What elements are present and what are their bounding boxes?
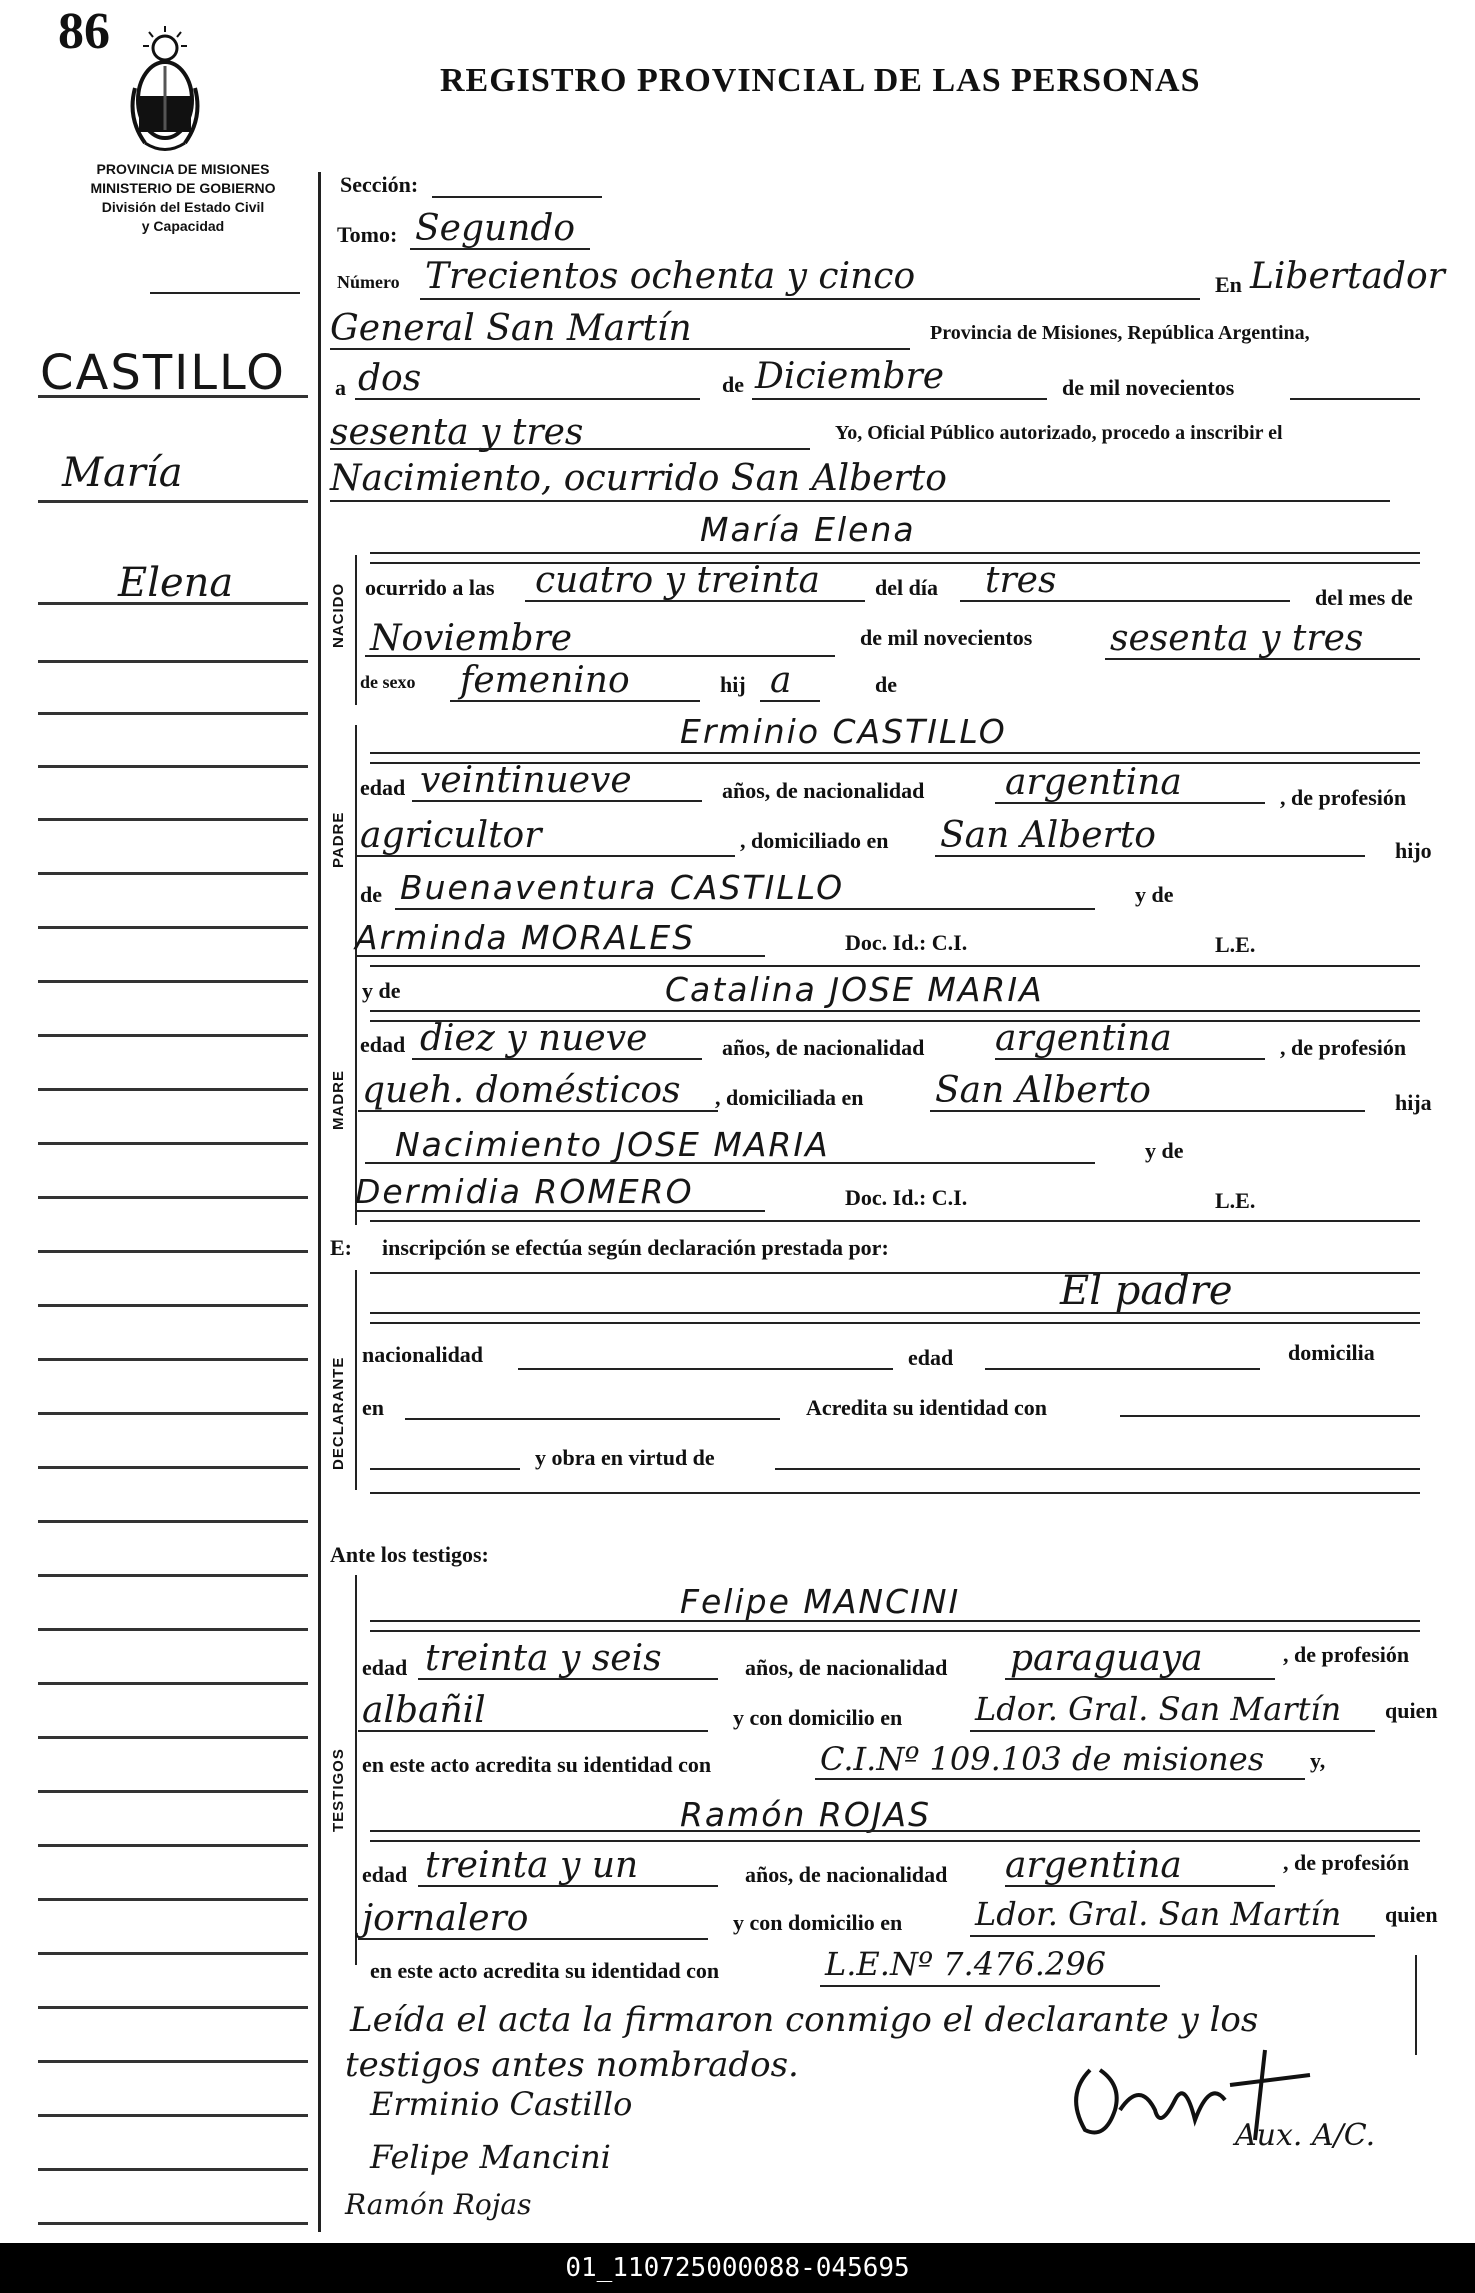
org-line-4: y Capacidad — [141, 218, 225, 234]
label-t2-profesion: , de profesión — [1283, 1850, 1410, 1875]
label-provincia: Provincia de Misiones, República Argentina, — [930, 322, 1310, 344]
label-hij: hij — [720, 672, 746, 697]
value-mes-inscripcion: Diciembre — [755, 356, 945, 397]
side-label-padre: PADRE — [330, 811, 347, 868]
value-lugar: General San Martín — [330, 308, 692, 349]
value-madre-profesion: queh. domésticos — [362, 1070, 681, 1111]
label-padre-de: de — [360, 882, 382, 907]
value-dia: tres — [985, 560, 1057, 601]
label-seccion: Sección: — [340, 172, 419, 197]
bracket-testigos — [355, 1575, 357, 1965]
label-madre-doc: Doc. Id.: C.I. — [845, 1185, 968, 1210]
label-a: a — [335, 375, 346, 400]
label-padre-doc: Doc. Id.: C.I. — [845, 930, 968, 955]
value-hij-suffix: a — [770, 660, 792, 701]
official-signature-icon — [1060, 2040, 1320, 2150]
label-t1-domicilio: y con domicilio en — [733, 1705, 903, 1730]
label-ocurrido: ocurrido a las — [365, 575, 495, 600]
value-testigo-2: Ramón ROJAS — [680, 1795, 932, 1834]
value-acto: Nacimiento, ocurrido San Alberto — [330, 458, 947, 499]
label-t1-anios: años, de nacionalidad — [745, 1655, 948, 1680]
value-t2-documento: L.E.Nº 7.476.296 — [825, 1945, 1107, 1983]
value-t1-domicilio: Ldor. Gral. San Martín — [975, 1690, 1342, 1728]
label-padre-domiciliado: , domiciliado en — [740, 828, 889, 853]
label-de-mil-2: de mil novecientos — [860, 625, 1033, 650]
value-anio: sesenta y tres — [1110, 618, 1364, 659]
margin-divider — [318, 172, 321, 2232]
signature-testigo-1: Felipe Mancini — [370, 2138, 611, 2176]
margin-surname: CASTILLO — [40, 345, 286, 401]
label-tomo: Tomo: — [337, 222, 398, 247]
label-en: En — [1215, 272, 1242, 297]
org-underline — [150, 292, 300, 294]
closing-line-2: testigos antes nombrados. — [345, 2045, 799, 2085]
value-padre-domicilio: San Alberto — [940, 815, 1156, 856]
label-declarante-domicilia: domicilia — [1288, 1340, 1375, 1365]
value-t1-nac: paraguaya — [1010, 1638, 1203, 1679]
label-t1-quien: quien — [1385, 1698, 1438, 1723]
folio-number: 86 — [58, 3, 110, 60]
label-padre-anios: años, de nacionalidad — [722, 778, 925, 803]
label-t1-acredita: en este acto acredita su identidad con — [362, 1752, 712, 1777]
label-de-sexo: de sexo — [360, 672, 416, 692]
label-padre-le: L.E. — [1215, 932, 1256, 957]
label-de-mes: de — [722, 372, 744, 397]
value-en: Libertador — [1250, 256, 1445, 297]
org-block — [48, 160, 318, 236]
label-acredita: Acredita su identidad con — [806, 1395, 1048, 1420]
signature-declarante: Erminio Castillo — [370, 2085, 633, 2123]
side-label-madre: MADRE — [330, 1070, 347, 1130]
label-declarante-en: en — [362, 1395, 384, 1420]
org-line-1: PROVINCIA DE MISIONES — [96, 161, 270, 177]
label-madre-y-de: y de — [362, 978, 401, 1003]
value-t1-edad: treinta y seis — [425, 1638, 662, 1679]
label-t2-anios: años, de nacionalidad — [745, 1862, 948, 1887]
side-label-testigos: TESTIGOS — [330, 1748, 347, 1832]
side-label-nacido: NACIDO — [330, 582, 347, 648]
bracket-nacido — [355, 555, 357, 705]
value-t2-nac: argentina — [1005, 1845, 1182, 1886]
value-numero: Trecientos ochenta y cinco — [425, 256, 916, 297]
value-tomo: Segundo — [415, 208, 576, 249]
value-t1-profesion: albañil — [362, 1690, 486, 1731]
label-t1-y: y, — [1310, 1748, 1326, 1773]
value-madre-edad: diez y nueve — [420, 1018, 648, 1059]
signature-aux: Aux. A/C. — [1235, 2118, 1376, 2153]
value-dia-inscripcion: dos — [358, 358, 422, 399]
value-madre: Catalina JOSE MARIA — [665, 970, 1044, 1009]
value-madre-padre: Nacimiento JOSE MARIA — [395, 1125, 830, 1164]
label-madre-domiciliada: , domiciliada en — [715, 1085, 864, 1110]
label-del-dia: del día — [875, 575, 938, 600]
label-de-padres: de — [875, 672, 897, 697]
value-padre: Erminio CASTILLO — [680, 712, 1007, 751]
label-t1-profesion: , de profesión — [1283, 1642, 1410, 1667]
org-line-3: División del Estado Civil — [101, 199, 265, 215]
label-yo-oficial: Yo, Oficial Público autorizado, procedo a inscribir el — [835, 422, 1283, 444]
label-padre-profesion: , de profesión — [1280, 785, 1407, 810]
label-t2-acredita: en este acto acredita su identidad con — [370, 1958, 720, 1983]
value-madre-domicilio: San Alberto — [935, 1070, 1151, 1111]
coat-of-arms-icon — [125, 18, 205, 158]
label-ante-testigos: Ante los testigos: — [330, 1542, 489, 1567]
value-hora: cuatro y treinta — [535, 560, 820, 601]
value-padre-padre: Buenaventura CASTILLO — [400, 868, 845, 907]
label-declarante-nac: nacionalidad — [362, 1342, 484, 1367]
label-numero: Número — [337, 272, 400, 292]
value-madre-madre: Dermidia ROMERO — [355, 1172, 694, 1211]
value-padre-edad: veintinueve — [420, 760, 632, 801]
label-padre-edad: edad — [360, 775, 406, 800]
value-anio-inscripcion: sesenta y tres — [330, 412, 584, 453]
label-madre-le: L.E. — [1215, 1188, 1256, 1213]
label-madre-y-de-2: y de — [1145, 1138, 1184, 1163]
label-padre-y-de: y de — [1135, 882, 1174, 907]
label-t2-domicilio: y con domicilio en — [733, 1910, 903, 1935]
label-hijo: hijo — [1395, 838, 1432, 863]
label-madre-anios: años, de nacionalidad — [722, 1035, 925, 1060]
label-del-mes: del mes de — [1315, 585, 1413, 610]
label-t2-quien: quien — [1385, 1902, 1438, 1927]
value-testigo-1: Felipe MANCINI — [680, 1582, 961, 1621]
value-mes: Noviembre — [370, 618, 573, 659]
bracket-declarante — [355, 1270, 357, 1490]
label-de-mil: de mil novecientos — [1062, 375, 1235, 400]
margin-given-name-2: Elena — [118, 560, 234, 606]
value-padre-madre: Arminda MORALES — [355, 918, 696, 957]
org-line-2: MINISTERIO DE GOBIERNO — [90, 180, 276, 196]
label-es: E: — [330, 1235, 352, 1260]
value-declarante: El padre — [1060, 1268, 1233, 1314]
side-label-declarante: DECLARANTE — [330, 1356, 347, 1470]
label-madre-edad: edad — [360, 1032, 406, 1057]
closing-line-1: Leída el acta la firmaron conmigo el declarante y los — [350, 2000, 1259, 2040]
value-t2-domicilio: Ldor. Gral. San Martín — [975, 1895, 1342, 1933]
value-t2-profesion: jornalero — [362, 1898, 529, 1939]
document-title: REGISTRO PROVINCIAL DE LAS PERSONAS — [440, 62, 1201, 99]
label-declarante-edad: edad — [908, 1345, 954, 1370]
signature-testigo-2: Ramón Rojas — [345, 2188, 532, 2221]
value-padre-nac: argentina — [1005, 762, 1182, 803]
value-sexo: femenino — [460, 660, 630, 701]
label-hija: hija — [1395, 1090, 1432, 1115]
value-nombre-nacido: María Elena — [700, 510, 916, 549]
label-y-obra: y obra en virtud de — [535, 1445, 715, 1470]
label-madre-profesion: , de profesión — [1280, 1035, 1407, 1060]
value-t2-edad: treinta y un — [425, 1845, 639, 1886]
value-madre-nac: argentina — [995, 1018, 1172, 1059]
label-inscripcion: inscripción se efectúa según declaración prestada por: — [382, 1235, 889, 1260]
margin-given-name-1: María — [62, 450, 183, 496]
value-t1-documento: C.I.Nº 109.103 de misiones — [820, 1740, 1265, 1778]
footer-id: 01_110725000088-045695 — [0, 2243, 1475, 2293]
value-padre-profesion: agricultor — [360, 815, 542, 856]
label-t2-edad: edad — [362, 1862, 408, 1887]
label-t1-edad: edad — [362, 1655, 408, 1680]
